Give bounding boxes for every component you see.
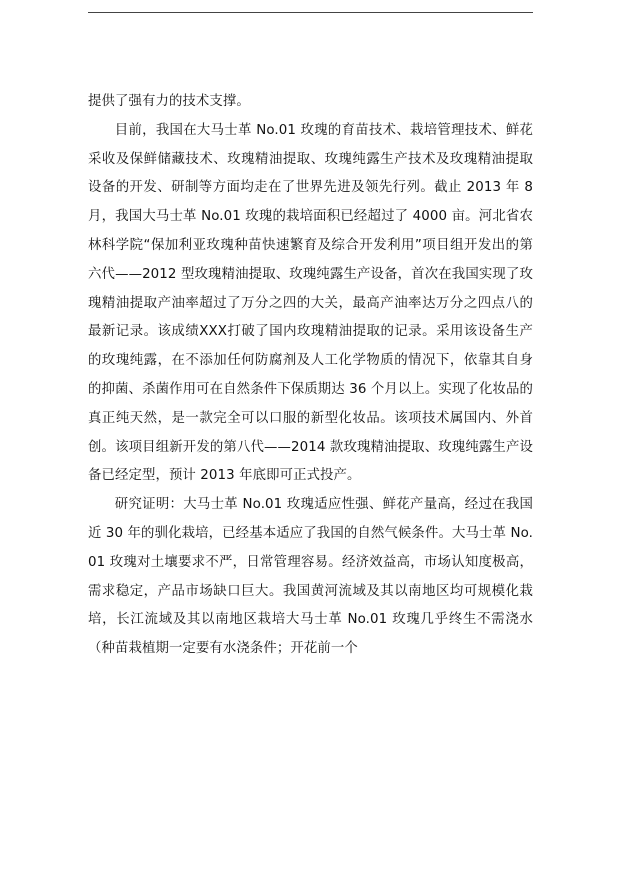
document-body: [88, 88, 533, 664]
paragraph-research-findings: 研究证明：大马士革 No.01 玫瑰适应性强、鲜花产量高，经过在我国近 30 年的驯化栽培，已经基本适应了我国的自然气候条件。大马士革 No.01 玫瑰对土壤要求不严，日常管理容易。经济效益高，市场认知度极高，需求稳定，产品市场缺口巨大。我国黄河流域及其以南地区均可规模化栽培，长江流域及其以南地区栽培大马士革 No.01 玫瑰几乎终生不需浇水（种苗栽植期一定要有水浇条件；开花前一个: [88, 497, 533, 657]
header-rule: [88, 12, 533, 13]
paragraph-continuation: 提供了强有力的技术支撑。: [88, 94, 250, 109]
paragraph-current-status: 目前，我国在大马士革 No.01 玫瑰的育苗技术、栽培管理技术、鲜花采收及保鲜储藏技术、玫瑰精油提取、玫瑰纯露生产技术及玫瑰精油提取设备的开发、研制等方面均走在了世界先进及领先行列。截止 2013 年 8 月，我国大马士革 No.01 玫瑰的栽培面积已经超过了 4000 亩。河北省农林科学院“保加利亚玫瑰种苗快速繁育及综合开发利用”项目组开发出的第六代——2012 型玫瑰精油提取、玫瑰纯露生产设备，首次在我国实现了玫瑰精油提取产油率超过了万分之四的大关，最高产油率达万分之四点八的最新记录。该成绩XXX打破了国内玫瑰精油提取的记录。采用该设备生产的玫瑰纯露，在不添加任何防腐剂及人工化学物质的情况下，依靠其自身的抑菌、杀菌作用可在自然条件下保质期达 36 个月以上。实现了化妆品的真正纯天然，是一款完全可以口服的新型化妆品。该项技术属国内、外首创。该项目组新开发的第八代——2014 款玫瑰精油提取、玫瑰纯露生产设备已经定型，预计 2013 年底即可正式投产。: [88, 122, 533, 484]
